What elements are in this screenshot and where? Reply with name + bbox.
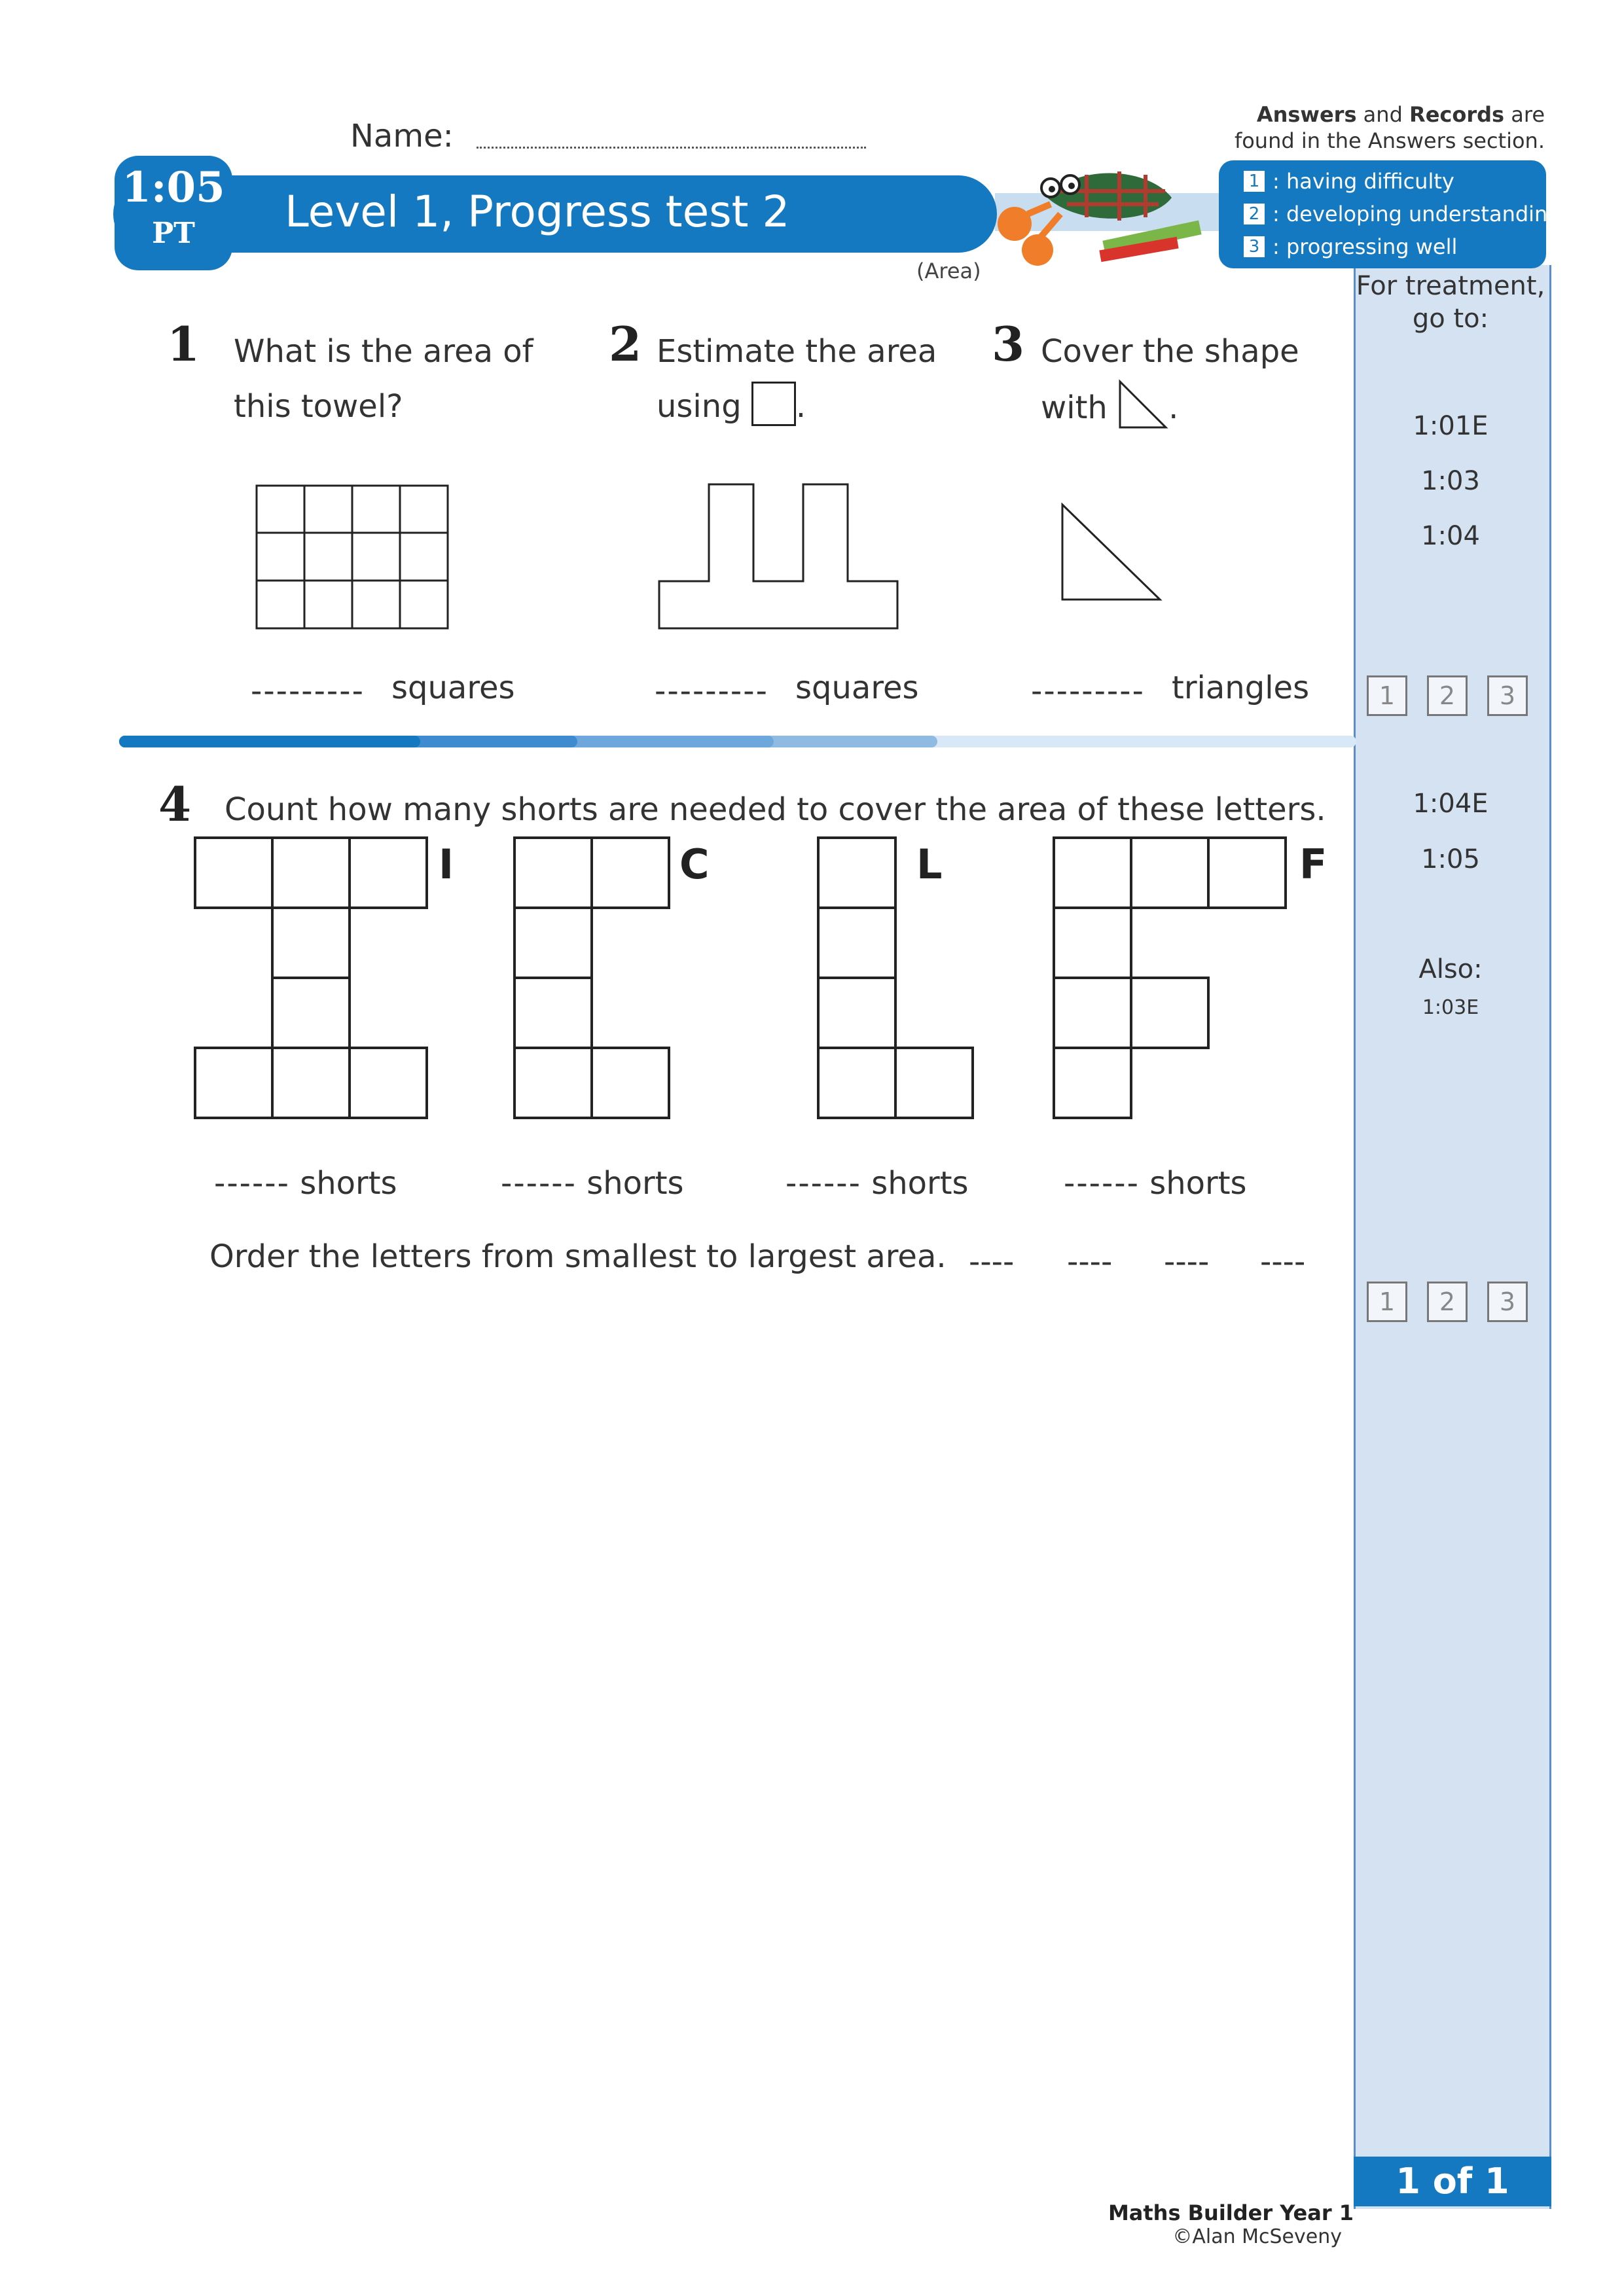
treatment-ref[interactable]: 1:05 xyxy=(1421,844,1480,874)
letter-label: I xyxy=(439,840,454,888)
order-answer-1[interactable]: ---- xyxy=(969,1244,1015,1280)
t-shape xyxy=(658,483,900,631)
order-answer-4[interactable]: ---- xyxy=(1260,1244,1306,1280)
triangle-shape xyxy=(1060,503,1163,602)
letter-l-shape xyxy=(817,836,975,1119)
unit-q1: squares xyxy=(391,670,515,706)
treatment-heading: For treatment, go to: xyxy=(1356,271,1545,334)
unit-triangle-icon xyxy=(1117,379,1168,430)
legend-item-3: 3 : progressing well xyxy=(1244,234,1457,259)
score-boxes-q4 xyxy=(1367,1282,1528,1322)
score-box-1[interactable]: 1 xyxy=(1367,1282,1407,1322)
letter-label: F xyxy=(1299,840,1327,888)
order-answer-2[interactable]: ---- xyxy=(1067,1244,1113,1280)
page-title: Level 1, Progress test 2 xyxy=(285,187,790,237)
name-label: Name: xyxy=(350,118,454,154)
answer-q3[interactable]: --------- xyxy=(1031,673,1145,709)
question-number: 4 xyxy=(158,776,192,832)
answer-shorts-f[interactable]: ------ shorts xyxy=(1064,1165,1247,1202)
answer-shorts-l[interactable]: ------ shorts xyxy=(785,1165,969,1202)
letter-c-shape xyxy=(513,836,672,1119)
book-title: Maths Builder Year 1 xyxy=(1108,2200,1354,2225)
letter-label: L xyxy=(916,840,943,888)
copyright: ©Alan McSeveny xyxy=(1172,2225,1342,2248)
answer-q1[interactable]: --------- xyxy=(251,673,365,709)
question-text: Estimate the area using . xyxy=(657,333,937,425)
section-divider xyxy=(119,733,1356,750)
name-field[interactable] xyxy=(477,147,866,149)
score-box-2[interactable]: 2 xyxy=(1427,675,1468,716)
answers-note: Answers and Records are found in the Answers section. xyxy=(1234,102,1545,153)
order-instruction: Order the letters from smallest to largest area. xyxy=(209,1238,947,1275)
unit-q2: squares xyxy=(795,670,919,706)
order-answer-3[interactable]: ---- xyxy=(1164,1244,1210,1280)
letter-i-shape xyxy=(194,836,429,1119)
treatment-ref[interactable]: 1:03 xyxy=(1421,466,1480,496)
also-ref[interactable]: 1:03E xyxy=(1422,996,1479,1019)
score-box-2[interactable]: 2 xyxy=(1427,1282,1468,1322)
topic-label: (Area) xyxy=(916,259,981,283)
treatment-ref[interactable]: 1:04E xyxy=(1413,789,1489,819)
unit-q3: triangles xyxy=(1172,670,1310,706)
treatment-ref[interactable]: 1:01E xyxy=(1413,411,1489,441)
score-box-3[interactable]: 3 xyxy=(1487,675,1528,716)
towel-grid xyxy=(255,484,449,630)
question-text: Count how many shorts are needed to cover the area of these letters. xyxy=(225,791,1326,828)
crab-mascot-icon xyxy=(988,152,1224,276)
legend-item-1: 1 : having difficulty xyxy=(1244,169,1454,194)
score-box-3[interactable]: 3 xyxy=(1487,1282,1528,1322)
page-number: 1 of 1 xyxy=(1354,2157,1551,2206)
question-text: Cover the shape with . xyxy=(1041,324,1299,435)
unit-square-icon xyxy=(751,382,796,426)
test-code: 1:05 xyxy=(122,163,225,212)
test-code-sub: PT xyxy=(152,217,195,250)
score-boxes-q1-3 xyxy=(1367,675,1528,716)
answer-q2[interactable]: --------- xyxy=(655,673,768,709)
question-number: 3 xyxy=(992,316,1025,372)
question-text: What is the area of this towel? xyxy=(234,333,533,425)
letter-label: C xyxy=(679,840,710,888)
also-label: Also: xyxy=(1418,954,1483,984)
legend-item-2: 2 : developing understanding xyxy=(1244,202,1561,226)
score-box-1[interactable]: 1 xyxy=(1367,675,1407,716)
answer-shorts-i[interactable]: ------ shorts xyxy=(214,1165,397,1202)
question-number: 2 xyxy=(609,316,642,372)
question-number: 1 xyxy=(167,316,200,372)
answer-shorts-c[interactable]: ------ shorts xyxy=(501,1165,684,1202)
treatment-ref[interactable]: 1:04 xyxy=(1421,521,1480,551)
treatment-sidebar xyxy=(1354,265,1551,2209)
letter-f-shape xyxy=(1053,836,1288,1119)
